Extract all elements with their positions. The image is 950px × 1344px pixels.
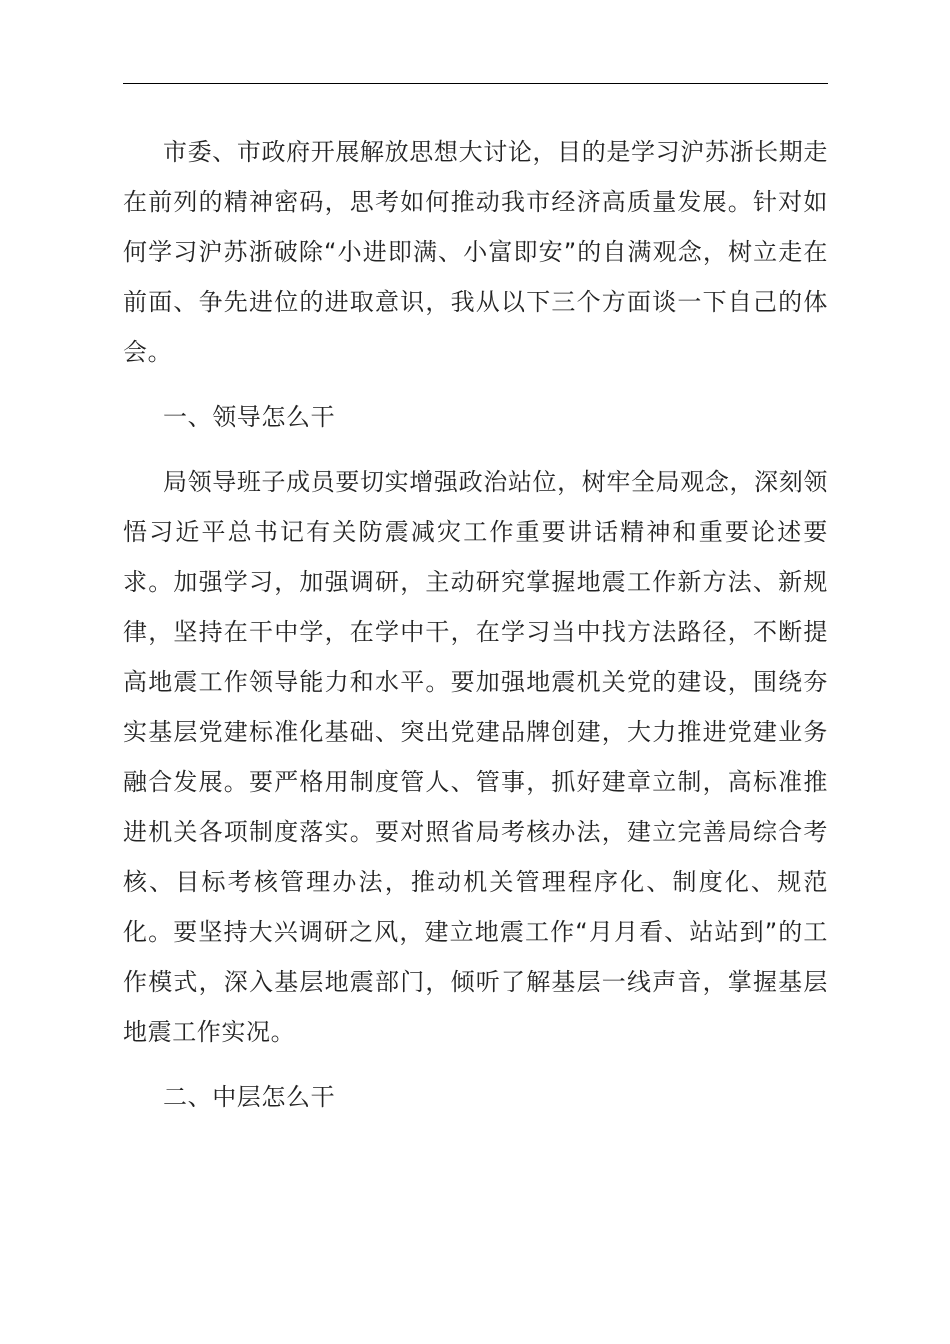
- leadership-paragraph: 局领导班子成员要切实增强政治站位，树牢全局观念，深刻领悟习近平总书记有关防震减灾工作重要讲话精神和重要论述要求。加强学习，加强调研，主动研究掌握地震工作新方法、新规律，坚持在干中学，在学中干，在学习当中找方法路径，不断提高地震工作领导能力和水平。要加强地震机关党的建设，围绕夯实基层党建标准化基础、突出党建品牌创建，大力推进党建业务融合发展。要严格用制度管人、管事，抓好建章立制，高标准推进机关各项制度落实。要对照省局考核办法，建立完善局综合考核、目标考核管理办法，推动机关管理程序化、制度化、规范化。要坚持大兴调研之风，建立地震工作“月月看、站站到”的工作模式，深入基层地震部门，倾听了解基层一线声音，掌握基层地震工作实况。: [123, 468, 828, 1046]
- paragraph-spacer: [123, 1057, 828, 1072]
- header-rule: [123, 83, 828, 84]
- section-heading-leadership: 一、领导怎么干: [163, 403, 336, 431]
- paragraph-spacer: [123, 442, 828, 457]
- paragraph-spacer: [123, 377, 828, 392]
- intro-paragraph: 市委、市政府开展解放思想大讨论，目的是学习沪苏浙长期走在前列的精神密码，思考如何推动我市经济高质量发展。针对如何学习沪苏浙破除“小进即满、小富即安”的自满观念，树立走在前面、争先进位的进取意识，我从以下三个方面谈一下自己的体会。: [123, 138, 828, 366]
- section-heading-middle-management: 二、中层怎么干: [163, 1083, 336, 1111]
- document-body: [123, 127, 828, 1122]
